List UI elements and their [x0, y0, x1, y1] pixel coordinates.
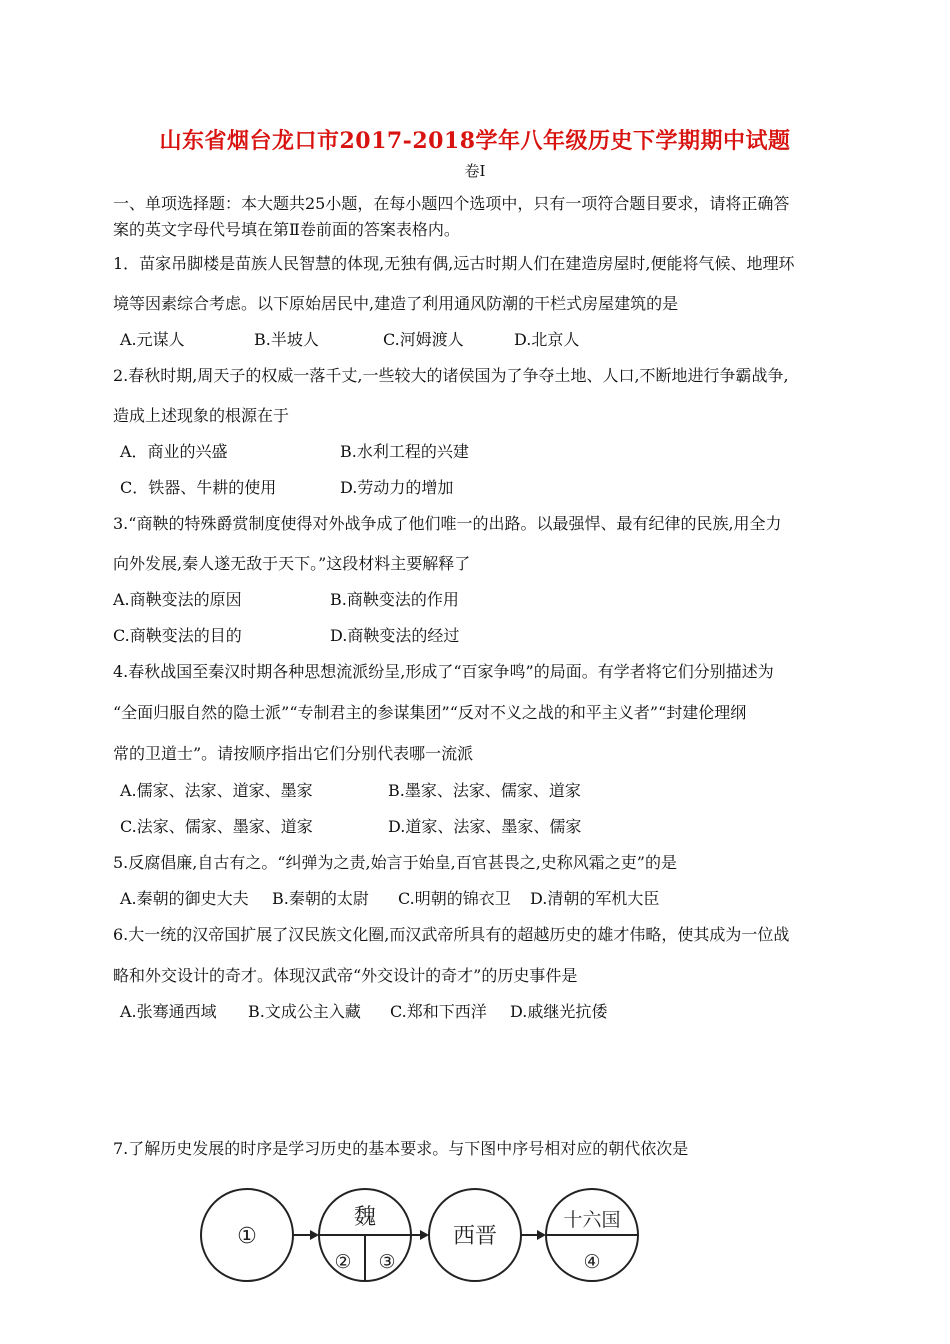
diagram-label-xijin: 西晋: [452, 1224, 498, 1249]
question-3-stem-line-2: 向外发展,秦人遂无敌于天下。”这段材料主要解释了: [113, 554, 471, 573]
volume-label: 卷Ⅰ: [464, 162, 486, 180]
question-3-stem-line-1: 3.“商鞅的特殊爵赏制度使得对外战争成了他们唯一的出路。以最强悍、最有纪律的民族,用全力: [113, 514, 782, 533]
question-5-option-b: B.秦朝的太尉: [272, 889, 369, 908]
diagram-label-3: ③: [378, 1251, 396, 1273]
question-6-stem-line-1: 6.大一统的汉帝国扩展了汉民族文化圈,而汉武帝所具有的超越历史的雄才伟略，使其成为一位战: [113, 925, 790, 944]
question-1-option-b: B.半坡人: [254, 330, 319, 349]
question-6-option-c: C.郑和下西洋: [390, 1002, 487, 1021]
question-1-option-a: A.元谋人: [120, 330, 185, 349]
diagram-label-2: ②: [334, 1251, 352, 1273]
question-1-stem-line-2: 境等因素综合考虑。以下原始居民中,建造了利用通风防潮的干栏式房屋建筑的是: [113, 294, 679, 313]
diagram-label-1: ①: [237, 1224, 257, 1249]
dynasty-sequence-diagram: [190, 1180, 670, 1290]
question-6-option-d: D.戚继光抗倭: [510, 1002, 608, 1021]
question-4-option-a: A.儒家、法家、道家、墨家: [120, 781, 313, 800]
question-4-stem-line-1: 4.春秋战国至秦汉时期各种思想流派纷呈,形成了“百家争鸣”的局面。有学者将它们分别描述为: [113, 662, 774, 681]
question-2-stem-line-2: 造成上述现象的根源在于: [113, 406, 290, 425]
arrow-icon: [310, 1230, 319, 1240]
question-2-option-d: D.劳动力的增加: [340, 478, 454, 497]
question-5-option-c: C.明朝的锦衣卫: [398, 889, 511, 908]
question-5-option-d: D.清朝的军机大臣: [530, 889, 660, 908]
diagram-label-4: ④: [583, 1251, 601, 1273]
question-5-stem-line-1: 5.反腐倡廉,自古有之。“纠弹为之责,始言于始皇,百官甚畏之,史称风霜之吏”的是: [113, 853, 677, 872]
question-4-stem-line-3: 常的卫道士”。请按顺序指出它们分别代表哪一流派: [113, 744, 474, 763]
question-2-stem-line-1: 2.春秋时期,周天子的权威一落千丈,一些较大的诸侯国为了争夺土地、人口,不断地进行争霸战争,: [113, 366, 789, 385]
question-3-option-c: C.商鞅变法的目的: [113, 626, 242, 645]
question-7-stem-line-1: 7.了解历史发展的时序是学习历史的基本要求。与下图中序号相对应的朝代依次是: [113, 1139, 689, 1158]
instructions-line-1: 一、单项选择题：本大题共25小题，在每小题四个选项中，只有一项符合题目要求，请将正确答: [113, 194, 790, 213]
question-2-option-c: C．铁器、牛耕的使用: [120, 478, 277, 497]
question-4-option-d: D.道家、法家、墨家、儒家: [388, 817, 582, 836]
diagram-label-wei: 魏: [353, 1205, 377, 1230]
question-6-stem-line-2: 略和外交设计的奇才。体现汉武帝“外交设计的奇才”的历史事件是: [113, 966, 578, 985]
arrow-icon: [420, 1230, 429, 1240]
question-1-option-c: C.河姆渡人: [383, 330, 464, 349]
question-2-option-a: A．商业的兴盛: [120, 442, 228, 461]
question-3-option-d: D.商鞅变法的经过: [330, 626, 460, 645]
question-3-option-b: B.商鞅变法的作用: [330, 590, 459, 609]
question-5-option-a: A.秦朝的御史大夫: [120, 889, 249, 908]
instructions-line-2: 案的英文字母代号填在第Ⅱ卷前面的答案表格内。: [113, 220, 460, 239]
question-4-option-b: B.墨家、法家、儒家、道家: [388, 781, 581, 800]
question-2-option-b: B.水利工程的兴建: [340, 442, 469, 461]
page-title: 山东省烟台龙口市2017-2018学年八年级历史下学期期中试题: [159, 128, 791, 154]
arrow-icon: [537, 1230, 546, 1240]
question-6-option-a: A.张骞通西域: [120, 1002, 217, 1021]
question-1-stem-line-1: 1．苗家吊脚楼是苗族人民智慧的体现,无独有偶,远古时期人们在建造房屋时,便能将气候、地理环: [113, 254, 795, 273]
question-3-option-a: A.商鞅变法的原因: [113, 590, 242, 609]
diagram-label-sixteen-kingdoms: 十六国: [563, 1209, 621, 1231]
question-6-option-b: B.文成公主入藏: [248, 1002, 361, 1021]
question-4-option-c: C.法家、儒家、墨家、道家: [120, 817, 313, 836]
question-1-option-d: D.北京人: [514, 330, 580, 349]
question-4-stem-line-2: “全面归服自然的隐士派”“专制君主的参谋集团”“反对不义之战的和平主义者”“封建伦理纲: [113, 703, 747, 722]
